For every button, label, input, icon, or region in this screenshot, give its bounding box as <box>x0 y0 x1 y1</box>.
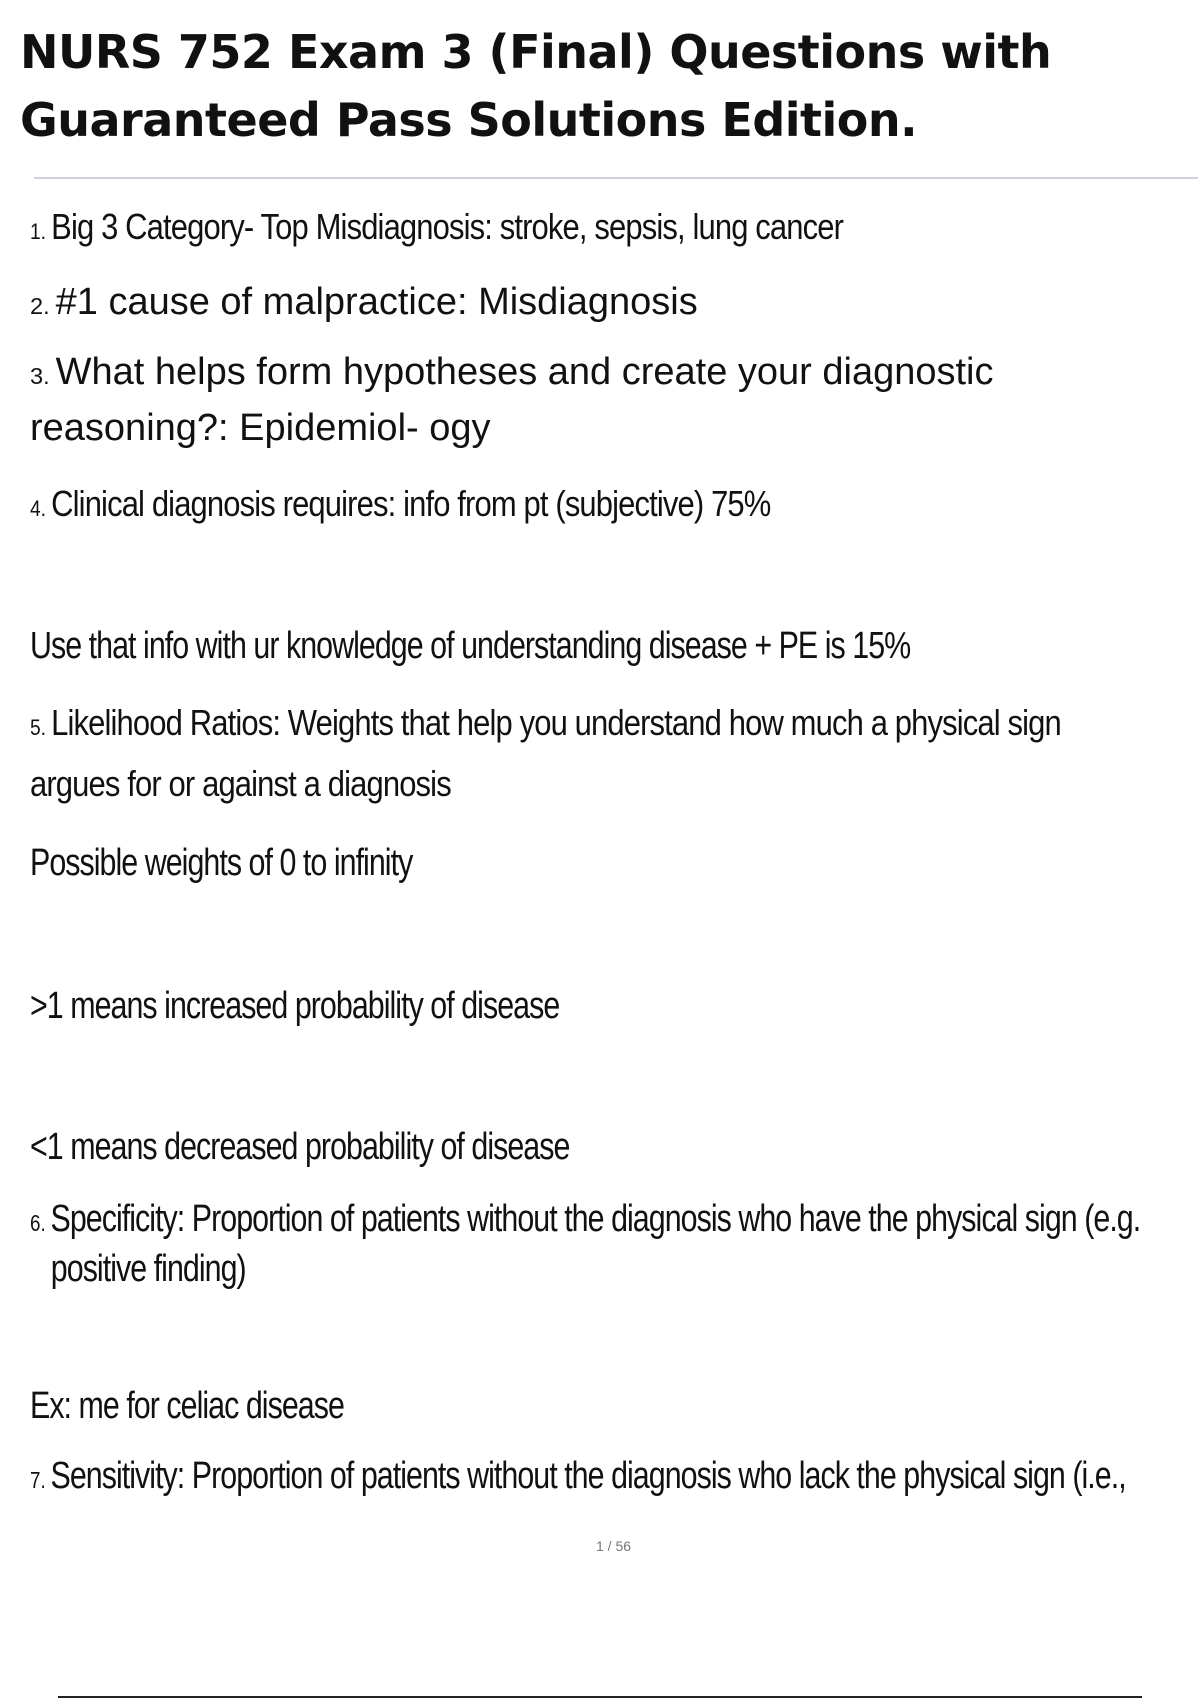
item-1 <box>30 206 843 248</box>
item-4-text: Clinical diagnosis requires: info from pt (subjective) 75% <box>51 483 771 524</box>
note-possible-weights <box>30 842 412 885</box>
page-number: 1 / 56 <box>596 1538 632 1554</box>
item-2-number: 2. <box>30 293 50 319</box>
note-celiac-example-text: Ex: me for celiac disease <box>30 1385 344 1427</box>
item-3-text: What helps form hypotheses and create your diagnostic <box>55 351 994 393</box>
document-title-line-2: Guaranteed Pass Solutions Edition. <box>20 93 918 147</box>
item-7-text: Sensitivity: Proportion of patients without the diagnosis who lack the physical sign (i.e., <box>50 1455 1126 1497</box>
note-less-than-one-text: <1 means decreased probability of disease <box>30 1126 570 1168</box>
item-2-text: #1 cause of malpractice: Misdiagnosis <box>55 281 698 323</box>
note-greater-than-one-text: >1 means increased probability of disease <box>30 985 560 1027</box>
note-greater-than-one <box>30 985 559 1028</box>
title-divider <box>34 177 1198 179</box>
item-7 <box>30 1455 1126 1498</box>
item-2 <box>30 276 698 332</box>
item-3-number: 3. <box>30 363 50 389</box>
note-less-than-one <box>30 1126 569 1169</box>
item-1-number: 1. <box>30 219 47 244</box>
item-4 <box>30 483 770 525</box>
note-possible-weights-text: Possible weights of 0 to infinity <box>30 842 413 884</box>
page-bottom-divider <box>58 1696 1142 1698</box>
item-6-text: Specificity: Proportion of patients without the diagnosis who have the physical sign (e.g. <box>50 1198 1141 1240</box>
item-4-number: 4. <box>30 496 47 521</box>
note-pe-percentage-text: Use that info with ur knowledge of understanding disease + PE is 15% <box>30 625 911 667</box>
document-title-line-1: NURS 752 Exam 3 (Final) Questions with <box>20 25 1052 79</box>
item-5 <box>30 695 1061 812</box>
note-celiac-example <box>30 1385 344 1428</box>
item-6 <box>30 1196 1140 1292</box>
note-pe-percentage <box>30 625 910 668</box>
item-5-text: Likelihood Ratios: Weights that help you understand how much a physical sign <box>51 702 1061 743</box>
item-5-number: 5. <box>30 715 47 740</box>
document-title <box>20 18 1120 154</box>
item-7-number: 7. <box>30 1467 46 1493</box>
item-3-text-continued: reasoning?: Epidemiol- ogy <box>30 407 491 449</box>
item-1-text: Big 3 Category- Top Misdiagnosis: stroke, sepsis, lung cancer <box>51 206 844 247</box>
item-5-text-continued: argues for or against a diagnosis <box>30 763 451 804</box>
item-6-number: 6. <box>30 1210 46 1236</box>
item-3 <box>30 346 994 454</box>
item-6-text-continued: positive finding) <box>50 1248 246 1290</box>
